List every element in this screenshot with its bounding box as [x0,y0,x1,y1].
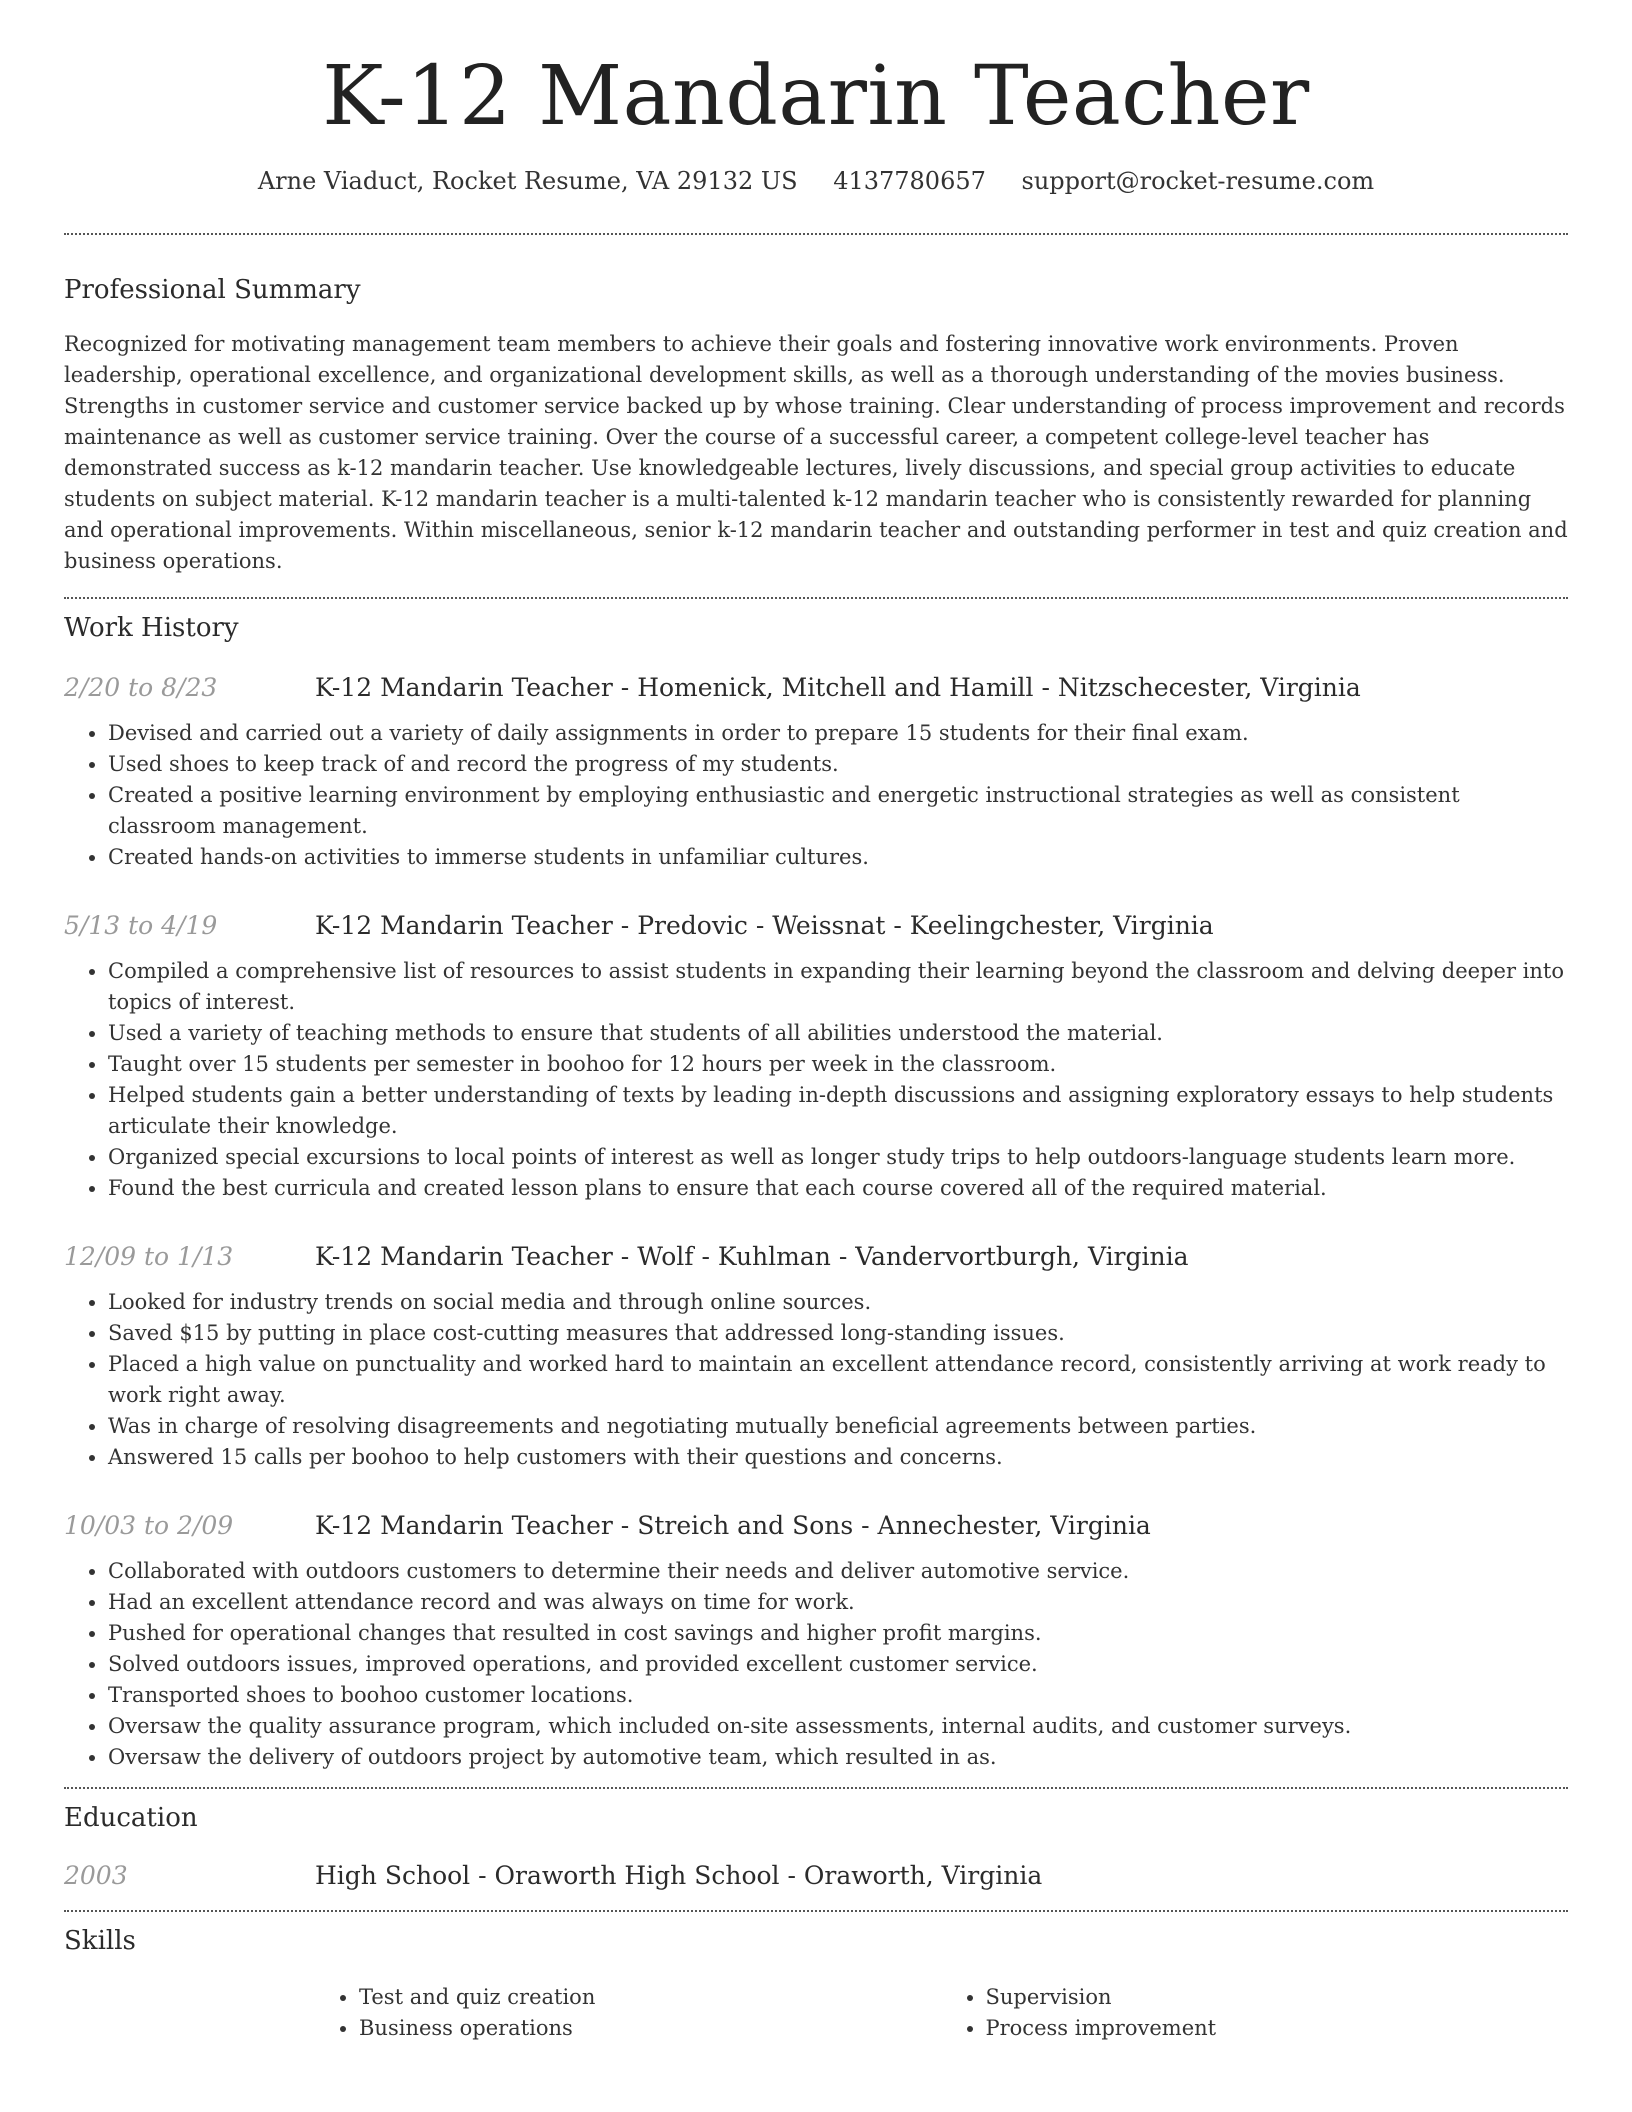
job-date: 5/13 to 4/19 [64,911,218,941]
divider-header [64,233,1568,235]
job-bullets [64,1287,1568,1473]
skills-column-left [315,1982,942,2044]
job-heading: K-12 Mandarin Teacher - Predovic - Weissnat - Keelingchester, Virginia [315,911,1214,941]
list-item: • Placed a high value on punctuality and worked hard to maintain an excellent attendance record, consistently arriving at work ready to work right away. [108,1349,1568,1411]
list-item: • Solved outdoors issues, improved operations, and provided excellent customer service. [108,1649,1568,1680]
section-title-education: Education [64,1803,198,1834]
job-bullets [64,956,1568,1204]
list-item: • Compiled a comprehensive list of resources to assist students in expanding their learning beyond the classroom and delving deeper into topics of interest. [108,956,1568,1018]
list-item: • Answered 15 calls per boohoo to help customers with their questions and concerns. [108,1442,1568,1473]
job-date: 12/09 to 1/13 [64,1242,234,1272]
list-item: • Transported shoes to boohoo customer locations. [108,1680,1568,1711]
list-item: • Process improvement [986,2013,1569,2044]
list-item: • Oversaw the delivery of outdoors project by automotive team, which resulted in as. [108,1742,1568,1773]
job-heading: K-12 Mandarin Teacher - Homenick, Mitchell and Hamill - Nitzschecester, Virginia [315,673,1361,703]
contact-address: Arne Viaduct, Rocket Resume, VA 29132 US [257,167,798,196]
list-item: • Pushed for operational changes that resulted in cost savings and higher profit margins. [108,1618,1568,1649]
contact-email: support@rocket-resume.com [1021,167,1375,196]
education-date: 2003 [64,1861,128,1891]
job-date: 2/20 to 8/23 [64,673,218,703]
list-item: • Looked for industry trends on social media and through online sources. [108,1287,1568,1318]
list-item: • Had an excellent attendance record and was always on time for work. [108,1587,1568,1618]
contact-phone: 4137780657 [833,167,986,196]
job-entry [64,911,1568,1204]
section-title-summary: Professional Summary [64,275,361,306]
job-date: 10/03 to 2/09 [64,1511,234,1541]
education-heading: High School - Oraworth High School - Oraworth, Virginia [315,1861,1043,1891]
job-header [64,673,1568,702]
resume-name: K-12 Mandarin Teacher [322,49,1310,144]
list-item: • Created a positive learning environment by employing enthusiastic and energetic instructional strategies as well as consistent classroom management. [108,780,1568,842]
list-item: • Organized special excursions to local points of interest as well as longer study trips to help outdoors-language students learn more. [108,1142,1568,1173]
job-bullets [64,1556,1568,1773]
summary-text: Recognized for motivating management team members to achieve their goals and fostering innovative work environments. Proven leadership, operational excellence, and organizational development skills, as well as a thorough understanding of the movies business. Strengths in customer service and customer service backed up by whose training. Clear understanding of process improvement and records maintenance as well as customer service training. Over the course of a successful career, a competent college-level teacher has demonstrated success as k-12 mandarin teacher. Use knowledgeable lectures, lively discussions, and special group activities to educate students on subject material. K-12 mandarin teacher is a multi-talented k-12 mandarin teacher who is consistently rewarded for planning and operational improvements. Within miscellaneous, senior k-12 mandarin teacher and outstanding performer in test and quiz creation and business operations. [64,332,1568,574]
job-heading: K-12 Mandarin Teacher - Streich and Sons - Annechester, Virginia [315,1511,1151,1541]
list-item: • Devised and carried out a variety of daily assignments in order to prepare 15 students for their final exam. [108,718,1568,749]
list-item: • Used a variety of teaching methods to ensure that students of all abilities understood the material. [108,1018,1568,1049]
contact-line [64,166,1568,197]
job-header [64,1511,1568,1540]
divider-summary [64,597,1568,599]
job-entry [64,1242,1568,1473]
section-title-skills: Skills [64,1926,136,1957]
job-header [64,911,1568,940]
list-item: • Helped students gain a better understanding of texts by leading in-depth discussions and assigning exploratory essays to help students articulate their knowledge. [108,1080,1568,1142]
list-item: • Saved $15 by putting in place cost-cutting measures that addressed long-standing issues. [108,1318,1568,1349]
job-bullets [64,718,1568,873]
job-header [64,1242,1568,1271]
skills-column-right [942,1982,1569,2044]
section-title-work-history: Work History [64,613,239,644]
list-item: • Used shoes to keep track of and record the progress of my students. [108,749,1568,780]
list-item: • Collaborated with outdoors customers to determine their needs and deliver automotive service. [108,1556,1568,1587]
list-item: • Oversaw the quality assurance program, which included on-site assessments, internal audits, and customer surveys. [108,1711,1568,1742]
list-item: • Created hands-on activities to immerse students in unfamiliar cultures. [108,842,1568,873]
list-item: • Supervision [986,1982,1569,2013]
skills-list [315,1982,1568,2044]
job-heading: K-12 Mandarin Teacher - Wolf - Kuhlman - Vandervortburgh, Virginia [315,1242,1189,1272]
list-item: • Was in charge of resolving disagreements and negotiating mutually beneficial agreements between parties. [108,1411,1568,1442]
list-item: • Found the best curricula and created lesson plans to ensure that each course covered all of the required material. [108,1173,1568,1204]
divider-education [64,1910,1568,1912]
list-item: • Business operations [359,2013,942,2044]
job-entry [64,1511,1568,1773]
divider-work-history [64,1787,1568,1789]
education-entry [64,1861,1568,1890]
job-entry [64,673,1568,873]
list-item: • Taught over 15 students per semester in boohoo for 12 hours per week in the classroom. [108,1049,1568,1080]
list-item: • Test and quiz creation [359,1982,942,2013]
